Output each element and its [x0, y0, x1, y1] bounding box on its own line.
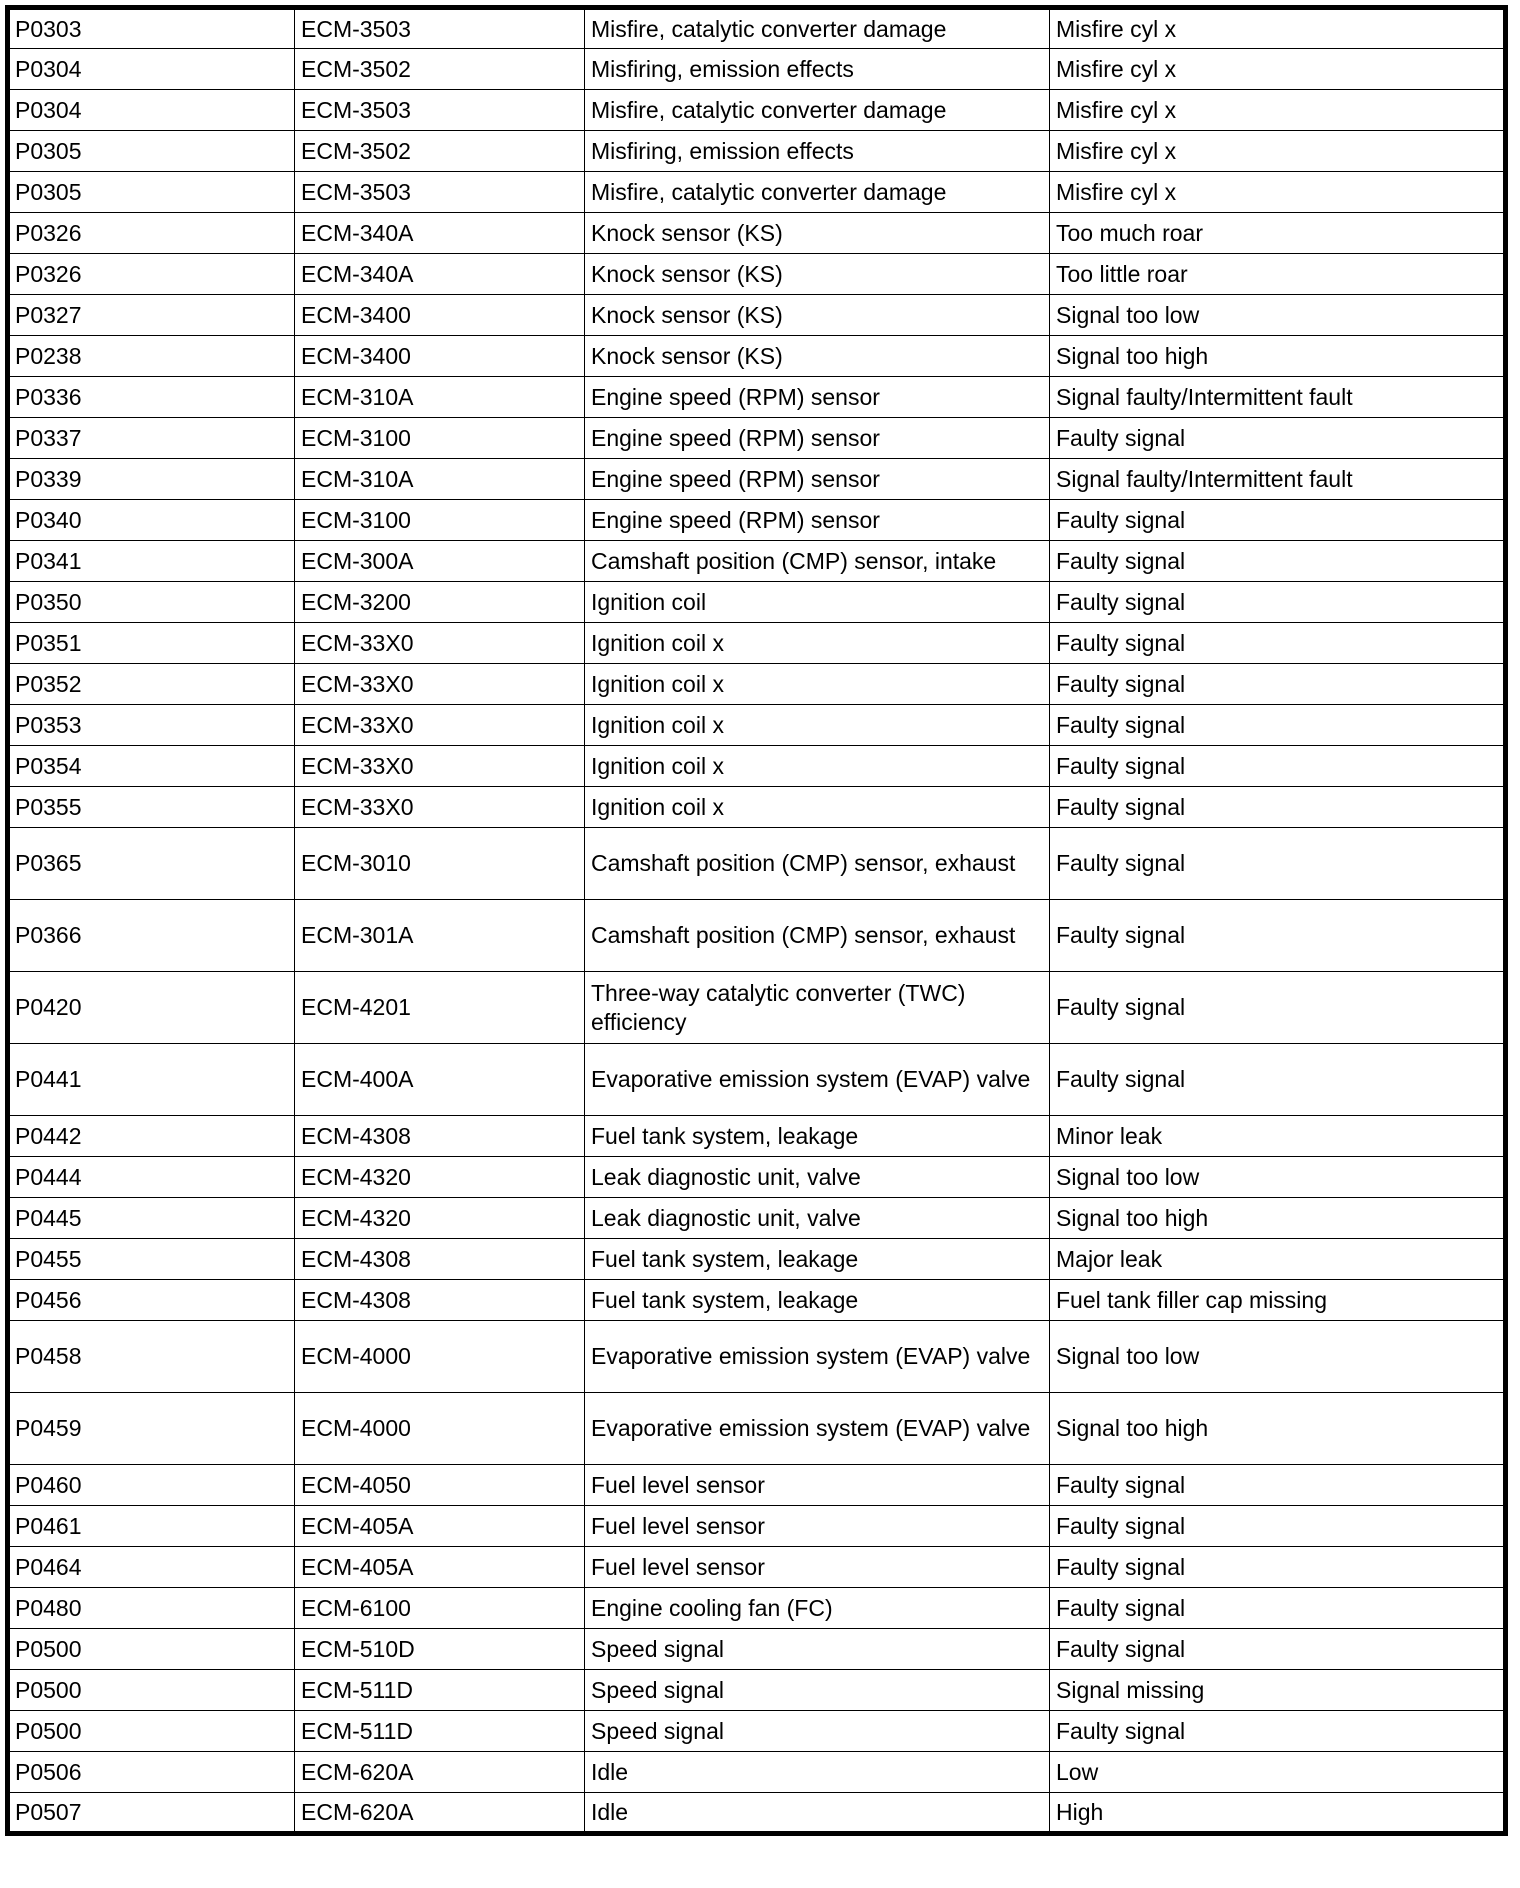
- table-row: [8, 418, 1506, 459]
- ecm-code-cell: ECM-3100: [295, 500, 585, 541]
- component-cell: Misfire, catalytic converter damage: [585, 8, 1050, 49]
- table-row: [8, 705, 1506, 746]
- fault-cell: Faulty signal: [1050, 1629, 1506, 1670]
- fault-cell: Signal too high: [1050, 1393, 1506, 1465]
- ecm-code-cell: ECM-3503: [295, 90, 585, 131]
- component-cell: Fuel tank system, leakage: [585, 1280, 1050, 1321]
- dtc-cell: P0327: [8, 295, 295, 336]
- fault-cell: Fuel tank filler cap missing: [1050, 1280, 1506, 1321]
- fault-cell: Faulty signal: [1050, 582, 1506, 623]
- table-row: [8, 828, 1506, 900]
- fault-cell: Misfire cyl x: [1050, 8, 1506, 49]
- component-cell: Engine cooling fan (FC): [585, 1588, 1050, 1629]
- table-row: [8, 1711, 1506, 1752]
- table-row: [8, 1465, 1506, 1506]
- table-row: [8, 1280, 1506, 1321]
- fault-cell: Faulty signal: [1050, 664, 1506, 705]
- dtc-cell: P0238: [8, 336, 295, 377]
- dtc-cell: P0305: [8, 172, 295, 213]
- table-row: [8, 295, 1506, 336]
- dtc-cell: P0480: [8, 1588, 295, 1629]
- component-cell: Engine speed (RPM) sensor: [585, 418, 1050, 459]
- component-cell: Camshaft position (CMP) sensor, exhaust: [585, 900, 1050, 972]
- ecm-code-cell: ECM-3502: [295, 131, 585, 172]
- component-cell: Idle: [585, 1752, 1050, 1793]
- dtc-cell: P0458: [8, 1321, 295, 1393]
- dtc-cell: P0365: [8, 828, 295, 900]
- ecm-code-cell: ECM-4320: [295, 1198, 585, 1239]
- table-row: [8, 1044, 1506, 1116]
- fault-cell: Too little roar: [1050, 254, 1506, 295]
- dtc-cell: P0337: [8, 418, 295, 459]
- component-cell: Ignition coil x: [585, 623, 1050, 664]
- component-cell: Idle: [585, 1793, 1050, 1834]
- component-cell: Misfire, catalytic converter damage: [585, 90, 1050, 131]
- dtc-cell: P0507: [8, 1793, 295, 1834]
- ecm-code-cell: ECM-33X0: [295, 623, 585, 664]
- table-row: [8, 1393, 1506, 1465]
- component-cell: Fuel level sensor: [585, 1506, 1050, 1547]
- ecm-code-cell: ECM-3100: [295, 418, 585, 459]
- ecm-code-cell: ECM-3400: [295, 295, 585, 336]
- dtc-cell: P0326: [8, 213, 295, 254]
- dtc-cell: P0353: [8, 705, 295, 746]
- fault-cell: Faulty signal: [1050, 623, 1506, 664]
- component-cell: Ignition coil x: [585, 705, 1050, 746]
- table-row: [8, 1588, 1506, 1629]
- component-cell: Leak diagnostic unit, valve: [585, 1198, 1050, 1239]
- fault-cell: Signal faulty/Intermittent fault: [1050, 459, 1506, 500]
- dtc-cell: P0304: [8, 90, 295, 131]
- ecm-code-cell: ECM-405A: [295, 1506, 585, 1547]
- ecm-code-cell: ECM-3010: [295, 828, 585, 900]
- ecm-code-cell: ECM-511D: [295, 1670, 585, 1711]
- fault-cell: Faulty signal: [1050, 1044, 1506, 1116]
- dtc-cell: P0351: [8, 623, 295, 664]
- table-row: [8, 900, 1506, 972]
- table-row: [8, 972, 1506, 1044]
- component-cell: Knock sensor (KS): [585, 254, 1050, 295]
- dtc-cell: P0352: [8, 664, 295, 705]
- component-cell: Misfiring, emission effects: [585, 131, 1050, 172]
- ecm-code-cell: ECM-4308: [295, 1116, 585, 1157]
- ecm-code-cell: ECM-33X0: [295, 664, 585, 705]
- component-cell: Camshaft position (CMP) sensor, exhaust: [585, 828, 1050, 900]
- dtc-cell: P0355: [8, 787, 295, 828]
- dtc-cell: P0442: [8, 1116, 295, 1157]
- fault-cell: Misfire cyl x: [1050, 131, 1506, 172]
- ecm-code-cell: ECM-620A: [295, 1793, 585, 1834]
- component-cell: Fuel level sensor: [585, 1465, 1050, 1506]
- dtc-cell: P0336: [8, 377, 295, 418]
- dtc-cell: P0305: [8, 131, 295, 172]
- component-cell: Evaporative emission system (EVAP) valve: [585, 1044, 1050, 1116]
- ecm-code-cell: ECM-301A: [295, 900, 585, 972]
- dtc-cell: P0366: [8, 900, 295, 972]
- component-cell: Evaporative emission system (EVAP) valve: [585, 1321, 1050, 1393]
- fault-cell: Signal too high: [1050, 1198, 1506, 1239]
- fault-cell: Faulty signal: [1050, 828, 1506, 900]
- fault-cell: Misfire cyl x: [1050, 90, 1506, 131]
- component-cell: Fuel tank system, leakage: [585, 1116, 1050, 1157]
- table-row: [8, 1793, 1506, 1834]
- ecm-code-cell: ECM-33X0: [295, 787, 585, 828]
- dtc-cell: P0456: [8, 1280, 295, 1321]
- ecm-code-cell: ECM-511D: [295, 1711, 585, 1752]
- fault-cell: Minor leak: [1050, 1116, 1506, 1157]
- dtc-cell: P0304: [8, 49, 295, 90]
- fault-cell: Faulty signal: [1050, 1588, 1506, 1629]
- ecm-code-cell: ECM-3200: [295, 582, 585, 623]
- table-row: [8, 1752, 1506, 1793]
- table-row: [8, 1670, 1506, 1711]
- component-cell: Ignition coil x: [585, 664, 1050, 705]
- table-row: [8, 664, 1506, 705]
- ecm-code-cell: ECM-4050: [295, 1465, 585, 1506]
- component-cell: Engine speed (RPM) sensor: [585, 500, 1050, 541]
- dtc-cell: P0500: [8, 1629, 295, 1670]
- dtc-table: [5, 5, 1508, 1836]
- dtc-cell: P0303: [8, 8, 295, 49]
- component-cell: Engine speed (RPM) sensor: [585, 459, 1050, 500]
- table-row: [8, 254, 1506, 295]
- ecm-code-cell: ECM-4201: [295, 972, 585, 1044]
- table-row: [8, 1506, 1506, 1547]
- table-row: [8, 131, 1506, 172]
- ecm-code-cell: ECM-3400: [295, 336, 585, 377]
- component-cell: Ignition coil x: [585, 746, 1050, 787]
- table-row: [8, 582, 1506, 623]
- table-row: [8, 377, 1506, 418]
- component-cell: Ignition coil: [585, 582, 1050, 623]
- table-row: [8, 541, 1506, 582]
- fault-cell: Signal missing: [1050, 1670, 1506, 1711]
- dtc-table-body: [8, 8, 1506, 1834]
- table-row: [8, 1547, 1506, 1588]
- table-row: [8, 1239, 1506, 1280]
- table-row: [8, 500, 1506, 541]
- table-row: [8, 1321, 1506, 1393]
- table-row: [8, 1198, 1506, 1239]
- ecm-code-cell: ECM-300A: [295, 541, 585, 582]
- fault-cell: Major leak: [1050, 1239, 1506, 1280]
- component-cell: Camshaft position (CMP) sensor, intake: [585, 541, 1050, 582]
- ecm-code-cell: ECM-33X0: [295, 705, 585, 746]
- fault-cell: Faulty signal: [1050, 1465, 1506, 1506]
- dtc-cell: P0444: [8, 1157, 295, 1198]
- dtc-cell: P0340: [8, 500, 295, 541]
- table-row: [8, 8, 1506, 49]
- ecm-code-cell: ECM-405A: [295, 1547, 585, 1588]
- fault-cell: Misfire cyl x: [1050, 172, 1506, 213]
- component-cell: Engine speed (RPM) sensor: [585, 377, 1050, 418]
- dtc-cell: P0460: [8, 1465, 295, 1506]
- fault-cell: Misfire cyl x: [1050, 49, 1506, 90]
- ecm-code-cell: ECM-4320: [295, 1157, 585, 1198]
- fault-cell: Signal too low: [1050, 1321, 1506, 1393]
- fault-cell: Faulty signal: [1050, 787, 1506, 828]
- ecm-code-cell: ECM-3503: [295, 172, 585, 213]
- ecm-code-cell: ECM-310A: [295, 459, 585, 500]
- component-cell: Knock sensor (KS): [585, 336, 1050, 377]
- table-row: [8, 213, 1506, 254]
- dtc-cell: P0500: [8, 1670, 295, 1711]
- ecm-code-cell: ECM-4000: [295, 1393, 585, 1465]
- fault-cell: Faulty signal: [1050, 705, 1506, 746]
- dtc-cell: P0420: [8, 972, 295, 1044]
- component-cell: Leak diagnostic unit, valve: [585, 1157, 1050, 1198]
- dtc-cell: P0350: [8, 582, 295, 623]
- ecm-code-cell: ECM-6100: [295, 1588, 585, 1629]
- fault-cell: Signal too low: [1050, 1157, 1506, 1198]
- ecm-code-cell: ECM-3503: [295, 8, 585, 49]
- table-row: [8, 623, 1506, 664]
- dtc-cell: P0459: [8, 1393, 295, 1465]
- fault-cell: High: [1050, 1793, 1506, 1834]
- fault-cell: Signal faulty/Intermittent fault: [1050, 377, 1506, 418]
- table-row: [8, 787, 1506, 828]
- ecm-code-cell: ECM-3502: [295, 49, 585, 90]
- fault-cell: Faulty signal: [1050, 541, 1506, 582]
- ecm-code-cell: ECM-620A: [295, 1752, 585, 1793]
- ecm-code-cell: ECM-400A: [295, 1044, 585, 1116]
- component-cell: Speed signal: [585, 1629, 1050, 1670]
- ecm-code-cell: ECM-310A: [295, 377, 585, 418]
- dtc-cell: P0326: [8, 254, 295, 295]
- fault-cell: Faulty signal: [1050, 972, 1506, 1044]
- component-cell: Three-way catalytic converter (TWC) efficiency: [585, 972, 1050, 1044]
- fault-cell: Faulty signal: [1050, 1547, 1506, 1588]
- table-row: [8, 172, 1506, 213]
- ecm-code-cell: ECM-510D: [295, 1629, 585, 1670]
- component-cell: Fuel tank system, leakage: [585, 1239, 1050, 1280]
- ecm-code-cell: ECM-340A: [295, 213, 585, 254]
- table-row: [8, 1157, 1506, 1198]
- dtc-cell: P0354: [8, 746, 295, 787]
- table-row: [8, 1116, 1506, 1157]
- component-cell: Speed signal: [585, 1711, 1050, 1752]
- component-cell: Misfire, catalytic converter damage: [585, 172, 1050, 213]
- dtc-cell: P0500: [8, 1711, 295, 1752]
- ecm-code-cell: ECM-4000: [295, 1321, 585, 1393]
- table-row: [8, 746, 1506, 787]
- table-row: [8, 90, 1506, 131]
- dtc-cell: P0464: [8, 1547, 295, 1588]
- component-cell: Evaporative emission system (EVAP) valve: [585, 1393, 1050, 1465]
- table-row: [8, 1629, 1506, 1670]
- ecm-code-cell: ECM-340A: [295, 254, 585, 295]
- dtc-cell: P0506: [8, 1752, 295, 1793]
- fault-cell: Faulty signal: [1050, 900, 1506, 972]
- fault-cell: Signal too high: [1050, 336, 1506, 377]
- fault-cell: Faulty signal: [1050, 500, 1506, 541]
- dtc-cell: P0461: [8, 1506, 295, 1547]
- fault-cell: Too much roar: [1050, 213, 1506, 254]
- fault-cell: Faulty signal: [1050, 1711, 1506, 1752]
- component-cell: Knock sensor (KS): [585, 213, 1050, 254]
- fault-cell: Signal too low: [1050, 295, 1506, 336]
- table-row: [8, 336, 1506, 377]
- table-row: [8, 459, 1506, 500]
- ecm-code-cell: ECM-4308: [295, 1280, 585, 1321]
- dtc-cell: P0341: [8, 541, 295, 582]
- dtc-cell: P0445: [8, 1198, 295, 1239]
- component-cell: Speed signal: [585, 1670, 1050, 1711]
- dtc-cell: P0339: [8, 459, 295, 500]
- component-cell: Knock sensor (KS): [585, 295, 1050, 336]
- dtc-cell: P0455: [8, 1239, 295, 1280]
- table-row: [8, 49, 1506, 90]
- component-cell: Ignition coil x: [585, 787, 1050, 828]
- dtc-cell: P0441: [8, 1044, 295, 1116]
- component-cell: Fuel level sensor: [585, 1547, 1050, 1588]
- ecm-code-cell: ECM-4308: [295, 1239, 585, 1280]
- ecm-code-cell: ECM-33X0: [295, 746, 585, 787]
- fault-cell: Faulty signal: [1050, 746, 1506, 787]
- fault-cell: Faulty signal: [1050, 418, 1506, 459]
- fault-cell: Faulty signal: [1050, 1506, 1506, 1547]
- fault-cell: Low: [1050, 1752, 1506, 1793]
- component-cell: Misfiring, emission effects: [585, 49, 1050, 90]
